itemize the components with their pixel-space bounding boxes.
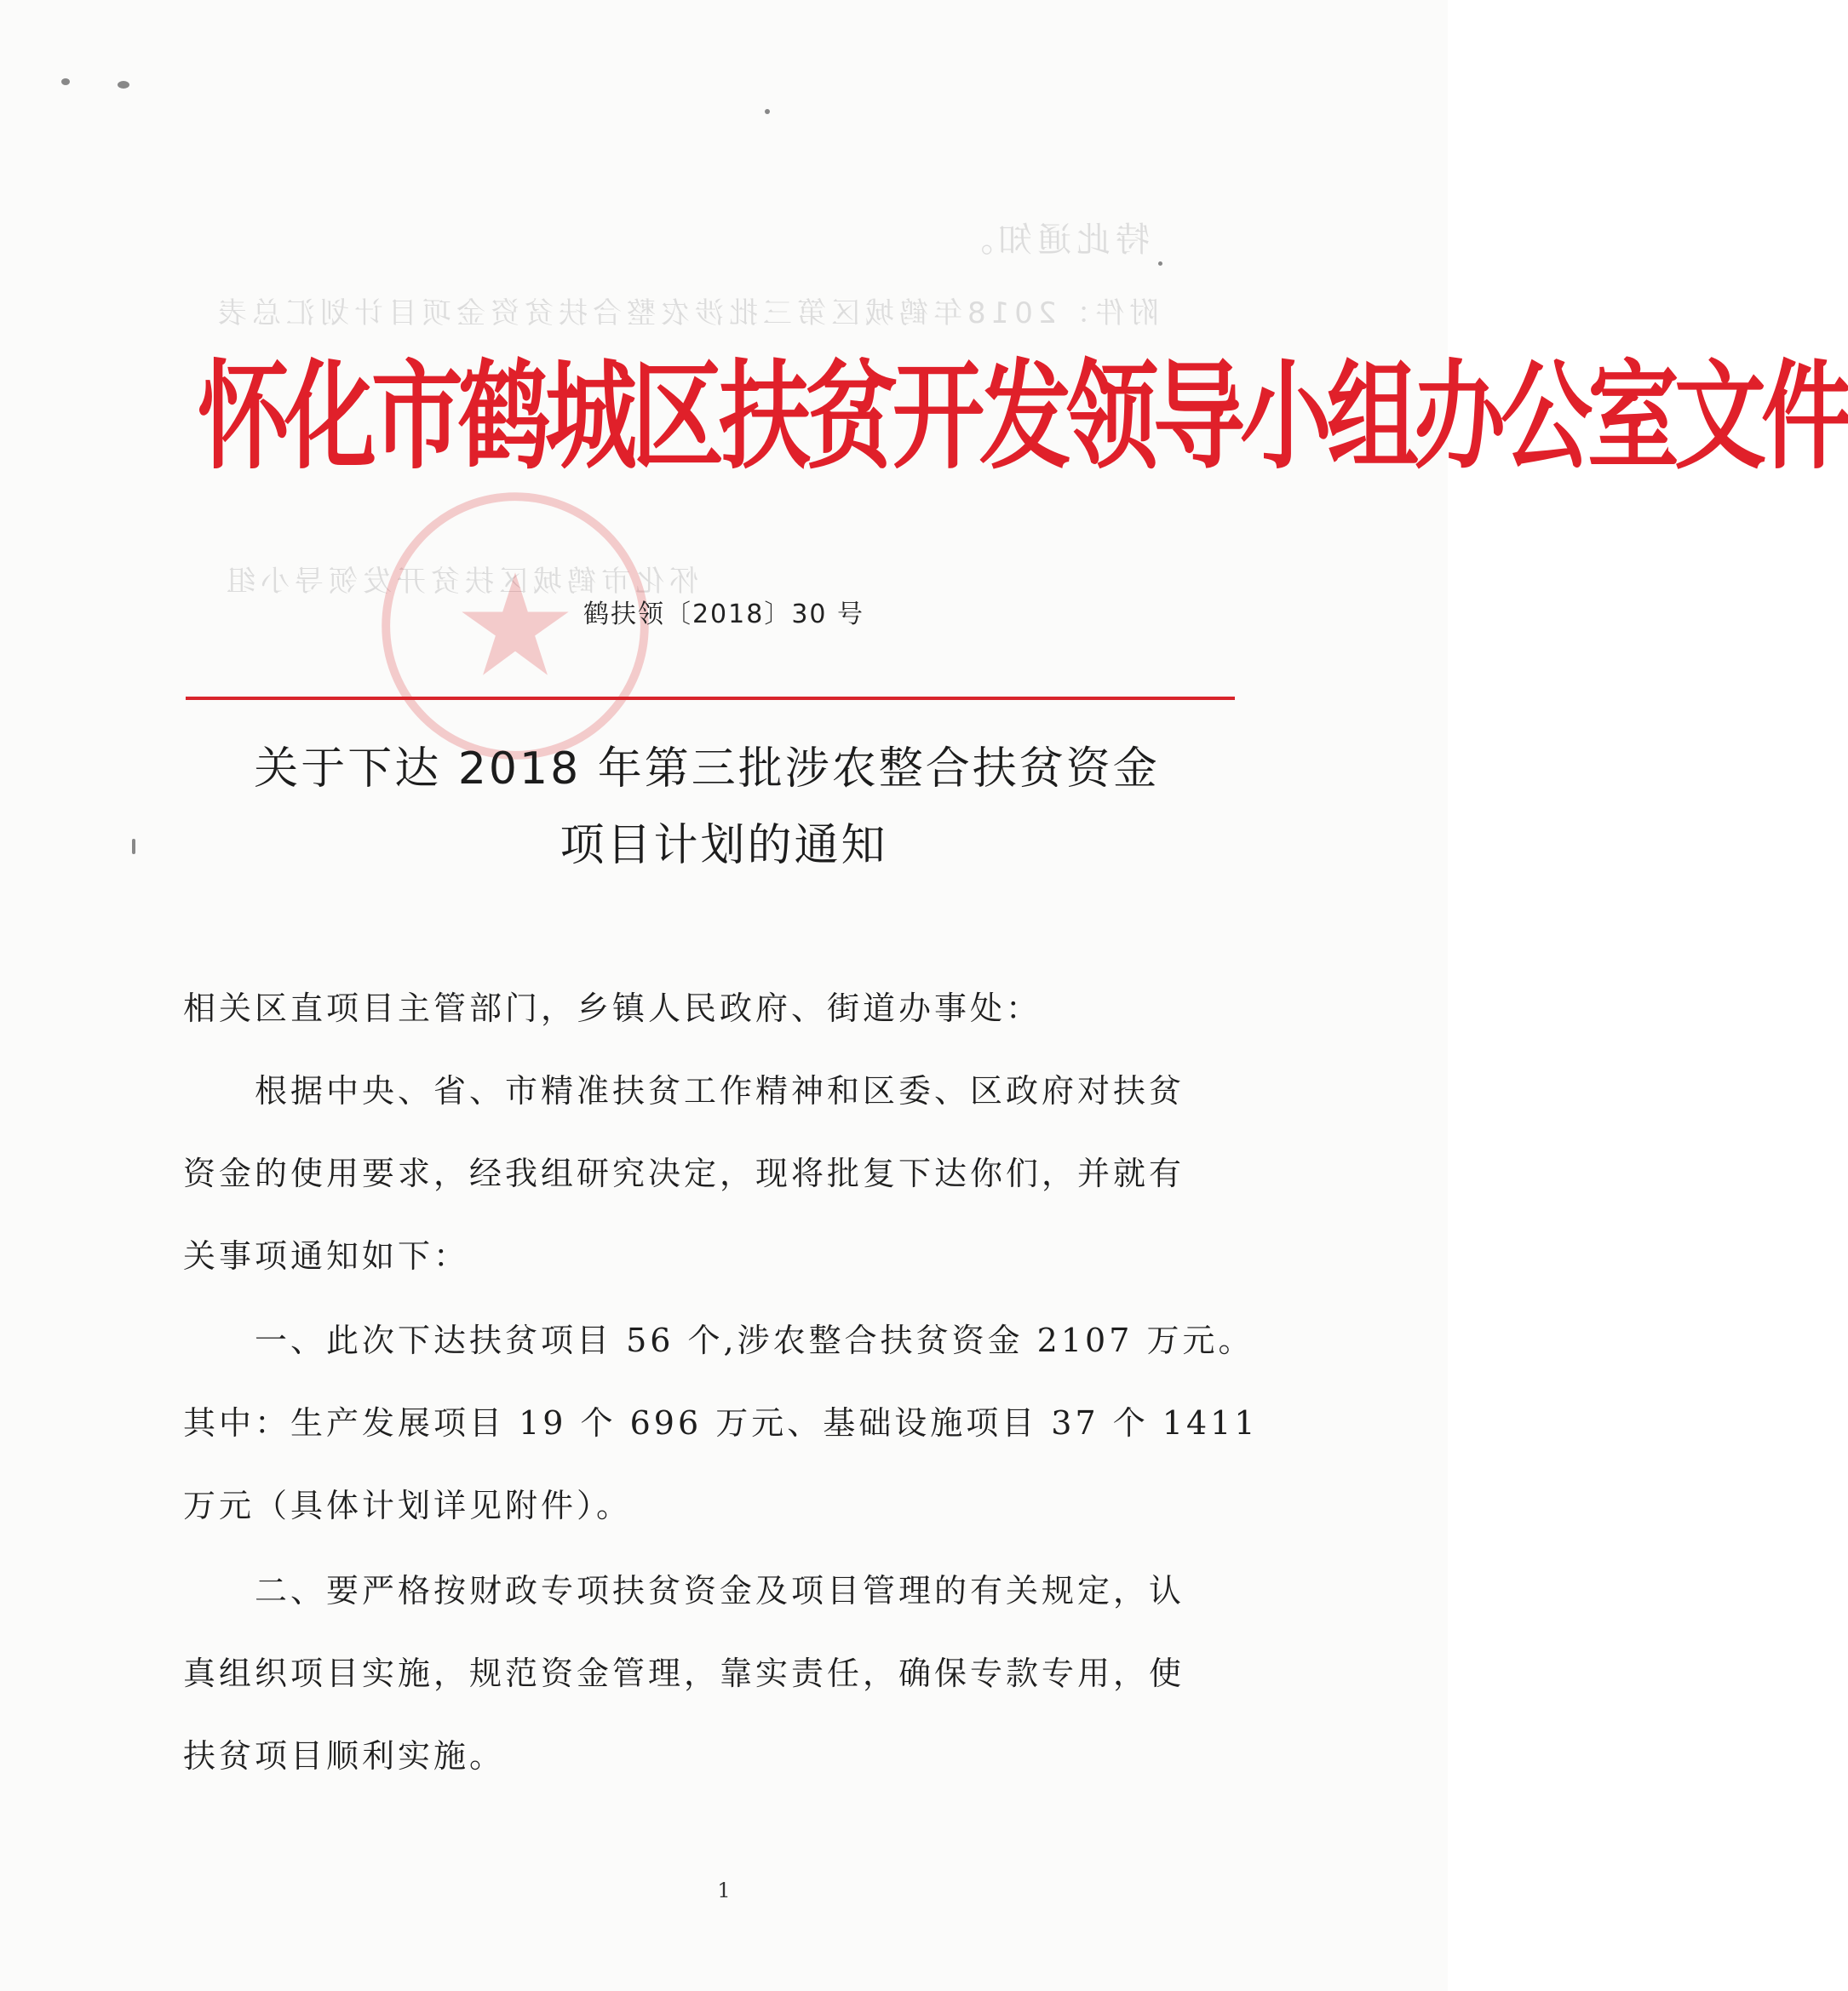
red-divider-line	[186, 697, 1235, 700]
body-line-10: 扶贫项目顺利实施。	[183, 1737, 506, 1775]
page-number: 1	[717, 1879, 731, 1902]
body-line-2: 根据中央、省、市精准扶贫工作精神和区委、区政府对扶贫	[183, 1072, 1185, 1110]
scan-speck	[61, 78, 70, 85]
bleed-through-text: 附件：2018年鹤城区第三批涉农整合扶贫资金项目计划汇总表	[213, 296, 1159, 330]
body-line-7: 万元（具体计划详见附件）。	[183, 1487, 633, 1524]
body-line-4: 关事项通知如下：	[183, 1237, 470, 1275]
body-line-6: 其中：生产发展项目 19 个 696 万元、基础设施项目 37 个 1411	[183, 1404, 1259, 1442]
body-line-5: 一、此次下达扶贫项目 56 个,涉农整合扶贫资金 2107 万元。	[183, 1322, 1254, 1359]
document-number: 鹤扶领〔2018〕30 号	[583, 600, 865, 629]
document-title-line-1: 关于下达 2018 年第三批涉农整合扶贫资金	[254, 743, 1160, 795]
body-line-3: 资金的使用要求，经我组研究决定，现将批复下达你们，并就有	[183, 1155, 1185, 1192]
bleed-through-text: 怀化市鹤城区扶贫开发领导小组	[221, 565, 698, 599]
body-line-1: 相关区直项目主管部门，乡镇人民政府、街道办事处：	[183, 990, 1042, 1027]
body-line-8: 二、要严格按财政专项扶贫资金及项目管理的有关规定，认	[183, 1572, 1185, 1609]
scan-speck	[132, 839, 135, 854]
document-title-line-2: 项目计划的通知	[560, 820, 888, 871]
issuing-authority-header: 怀化市鹤城区扶贫开发领导小组办公室文件	[198, 349, 1848, 486]
scan-speck	[118, 81, 129, 89]
scan-speck	[765, 109, 770, 114]
bleed-through-text: 特此通知。	[954, 221, 1150, 260]
scan-speck	[1158, 261, 1162, 266]
body-line-9: 真组织项目实施，规范资金管理，靠实责任，确保专款专用，使	[183, 1655, 1185, 1692]
